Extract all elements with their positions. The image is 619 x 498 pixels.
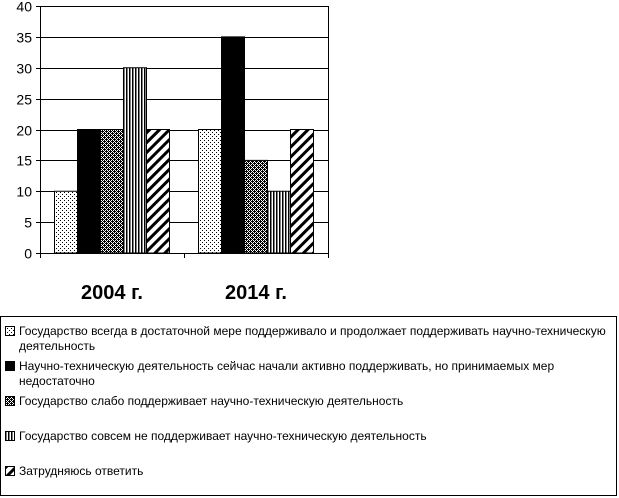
x-axis-labels <box>81 282 287 304</box>
legend-swatch <box>5 431 15 441</box>
legend-label: Государство совсем не поддерживает научно-техническую деятельность <box>19 429 427 443</box>
legend-swatch <box>5 466 15 476</box>
y-tick-label: 25 <box>16 91 32 108</box>
bar <box>101 130 124 254</box>
legend-swatch <box>5 361 15 371</box>
y-tick-label: 35 <box>16 29 32 46</box>
y-tick-label: 40 <box>16 0 32 15</box>
bar <box>291 130 314 254</box>
bar <box>199 130 222 254</box>
legend-label: Научно-техническую деятельность сейчас начали активно поддерживать, но принимаемых мер недостаточно <box>19 359 555 388</box>
legend-swatch <box>5 326 15 336</box>
y-tick-label: 10 <box>16 183 32 200</box>
legend-label: Затрудняюсь ответить <box>19 464 144 478</box>
legend-item <box>5 359 610 389</box>
y-axis-ticks <box>16 0 40 262</box>
bar <box>245 160 268 253</box>
y-tick-label: 0 <box>24 245 32 262</box>
legend-item <box>5 324 610 354</box>
bar <box>55 191 78 253</box>
legend-item <box>5 394 610 409</box>
legend-label: Государство всегда в достаточной мере поддерживало и продолжает поддерживать научно-техническую деятельность <box>19 324 606 353</box>
legend-item <box>5 429 610 444</box>
y-tick-label: 30 <box>16 60 32 77</box>
legend-item <box>5 464 610 479</box>
x-tick-label: 2014 г. <box>225 282 287 304</box>
bar <box>268 191 291 253</box>
bars <box>55 37 314 253</box>
legend-label: Государство слабо поддерживает научно-техническую деятельность <box>19 394 404 408</box>
bar <box>124 68 147 253</box>
bar <box>147 130 170 254</box>
bar <box>222 37 245 253</box>
legend <box>0 316 617 496</box>
y-tick-label: 5 <box>24 214 32 231</box>
legend-swatch <box>5 396 15 406</box>
bar <box>78 130 101 254</box>
y-tick-label: 15 <box>16 152 32 169</box>
y-tick-label: 20 <box>16 122 32 139</box>
x-tick-label: 2004 г. <box>81 282 143 304</box>
